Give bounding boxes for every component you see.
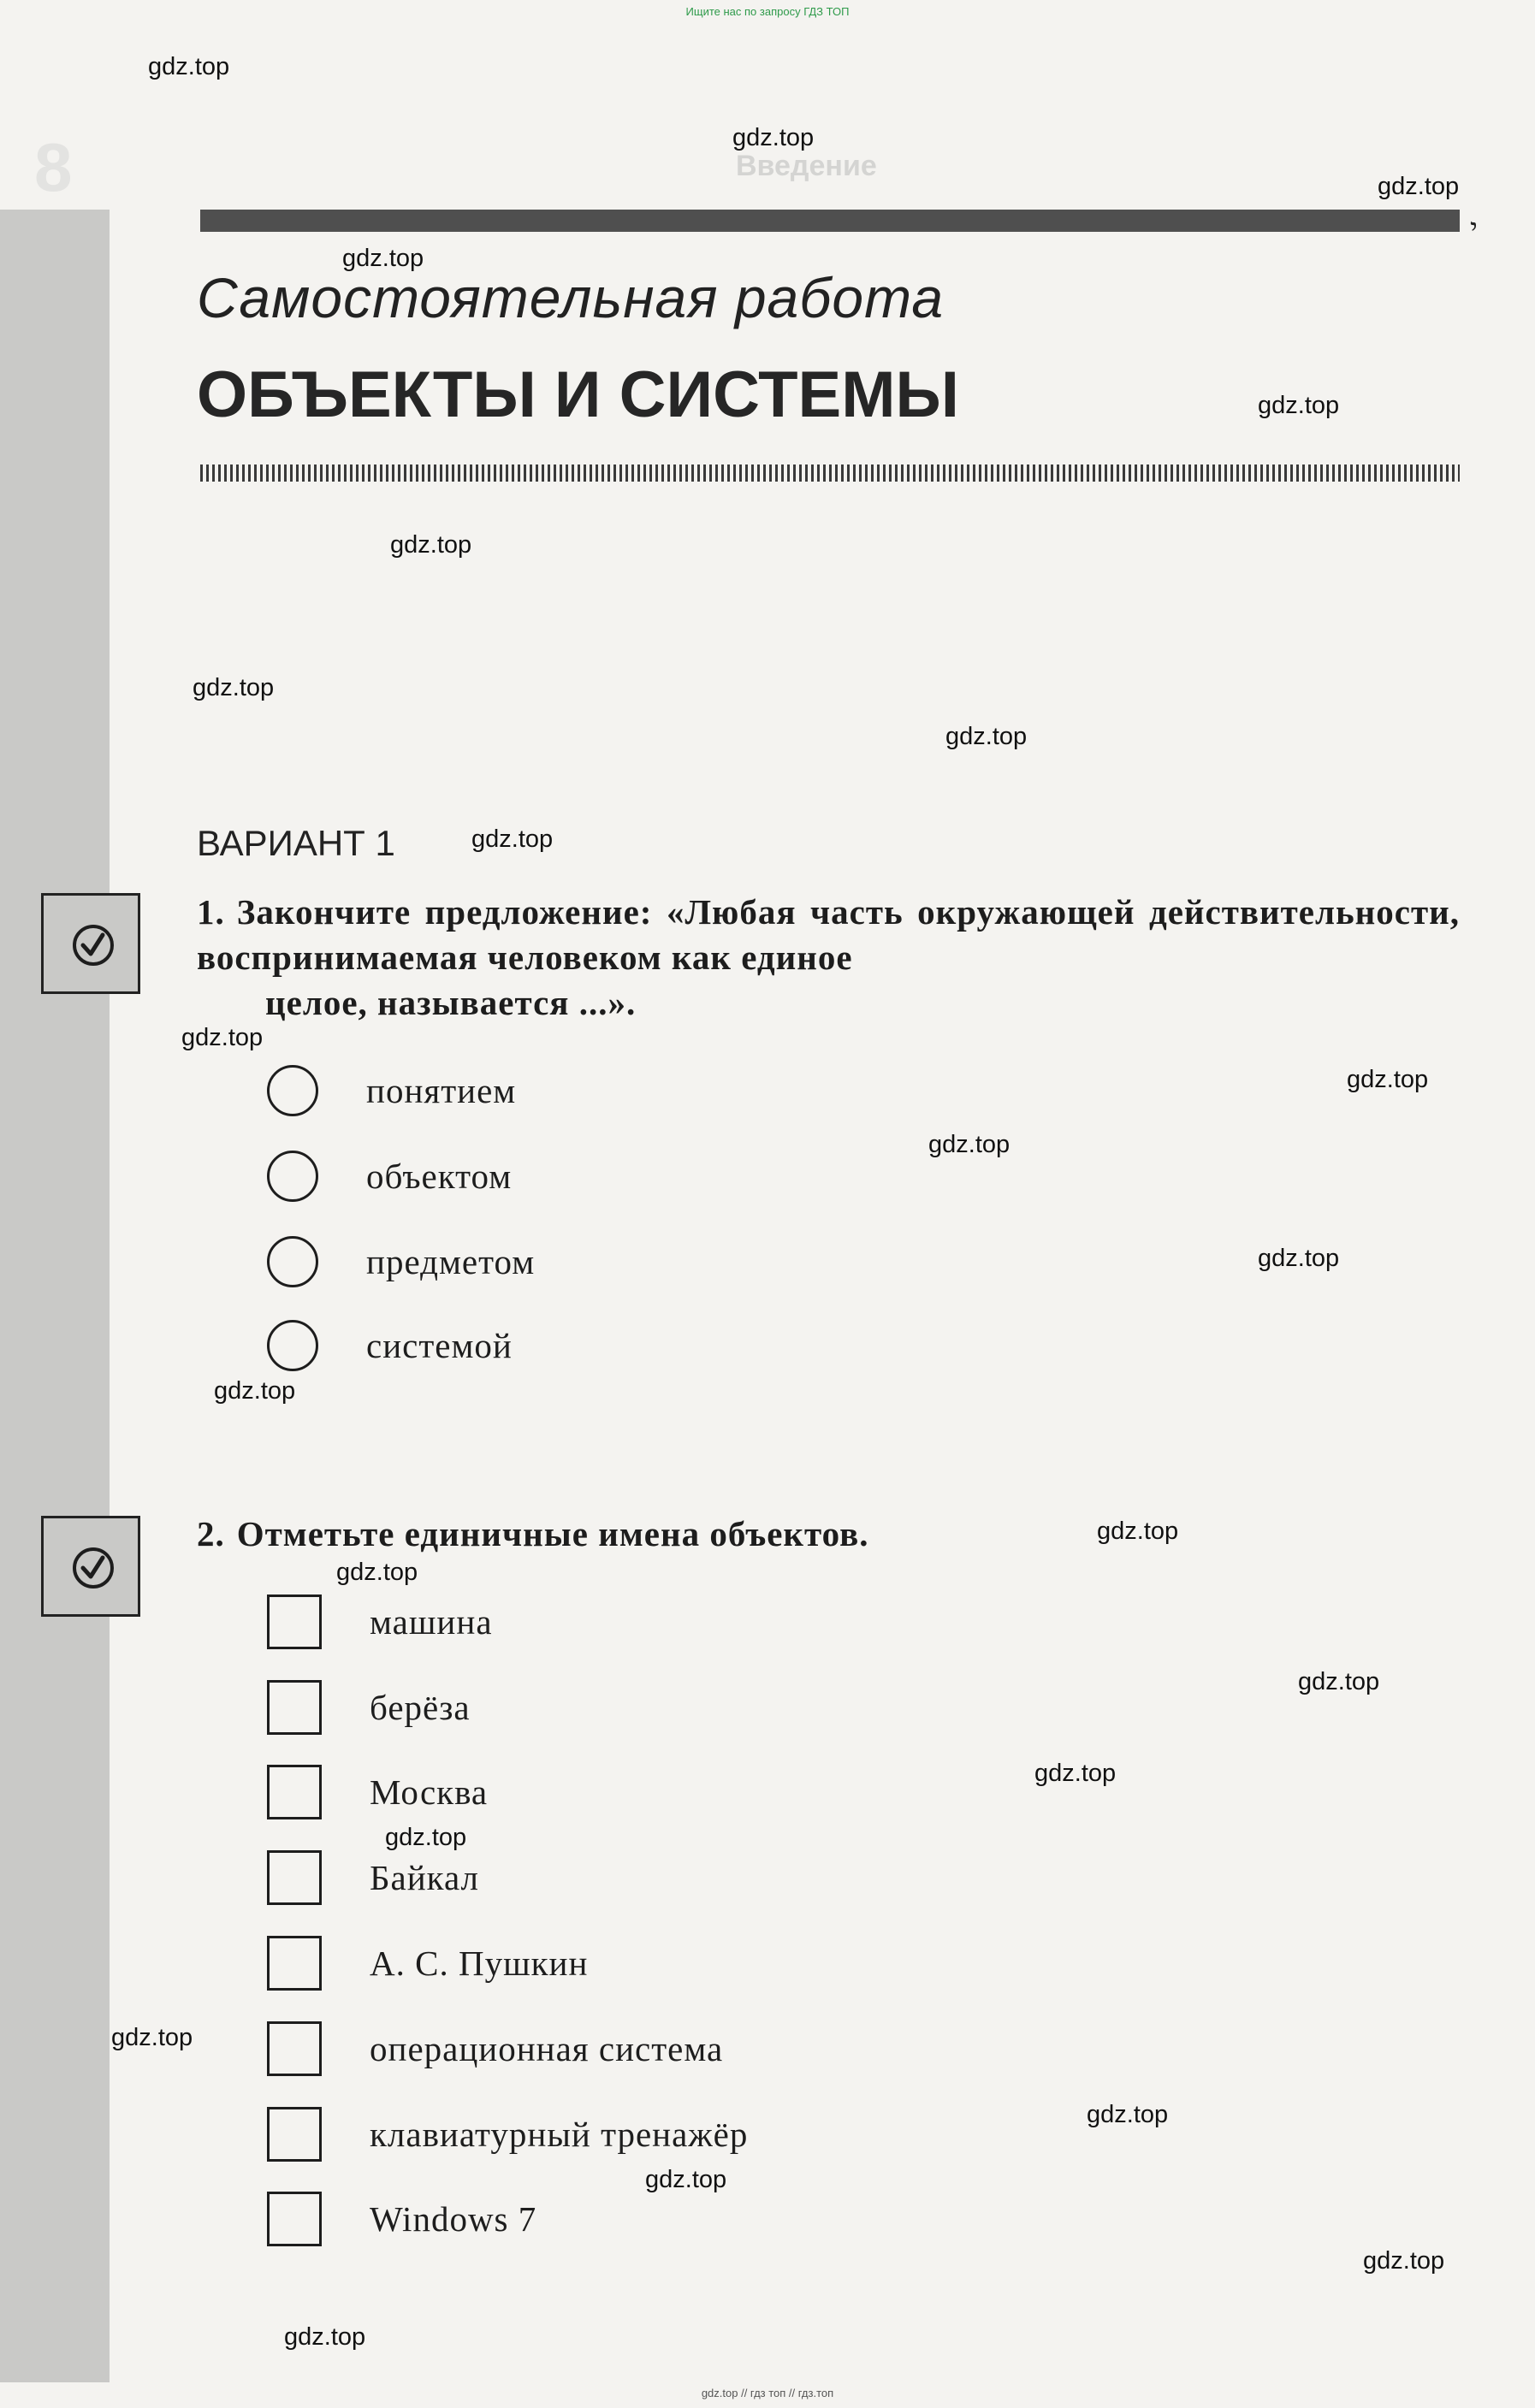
option-label: Москва	[370, 1772, 489, 1812]
watermark: gdz.top	[471, 825, 554, 853]
watermark: gdz.top	[1034, 1760, 1117, 1787]
watermark: gdz.top	[732, 124, 815, 151]
page-subtitle: Самостоятельная работа	[197, 266, 945, 329]
option-checkbox-7[interactable]	[267, 2106, 748, 2162]
top-promo-note: Ищите нас по запросу ГДЗ ТОП	[685, 5, 850, 18]
watermark: gdz.top	[390, 531, 472, 559]
question-number: 2.	[197, 1514, 225, 1553]
radio-button[interactable]	[267, 1236, 318, 1287]
watermark: gdz.top	[193, 674, 275, 701]
question-2-text-main: Отметьте единичные имена объектов.	[236, 1514, 869, 1553]
running-head: Введение	[736, 150, 877, 182]
checkbox[interactable]	[267, 2021, 322, 2076]
question-1-text	[197, 890, 1460, 1026]
radio-button[interactable]	[267, 1151, 318, 1202]
question-2-task-icon	[41, 1516, 140, 1617]
watermark: gdz.top	[148, 53, 230, 80]
option-checkbox-1[interactable]	[267, 1594, 493, 1650]
left-gray-margin	[0, 210, 110, 2382]
header-bar	[200, 210, 1460, 232]
watermark: gdz.top	[928, 1131, 1010, 1158]
radio-button[interactable]	[267, 1065, 318, 1116]
question-1-text-last: целое, называется ...».	[265, 983, 637, 1022]
watermark: gdz.top	[342, 245, 424, 272]
option-label: Windows 7	[370, 2199, 537, 2239]
option-radio-1[interactable]	[267, 1062, 516, 1119]
option-checkbox-2[interactable]	[267, 1679, 471, 1736]
checkbox[interactable]	[267, 1680, 322, 1735]
option-label: Байкал	[370, 1858, 479, 1897]
option-label: системой	[366, 1326, 513, 1365]
option-checkbox-3[interactable]	[267, 1764, 488, 1820]
page-title: ОБЪЕКТЫ И СИСТЕМЫ	[197, 358, 959, 431]
watermark: gdz.top	[1258, 1245, 1340, 1272]
watermark: gdz.top	[1258, 392, 1340, 419]
side-mark: י	[1470, 214, 1478, 246]
watermark: gdz.top	[945, 723, 1028, 750]
watermark: gdz.top	[1298, 1668, 1380, 1695]
option-label: А. С. Пушкин	[370, 1944, 589, 1983]
option-label: машина	[370, 1602, 493, 1642]
variant-label: ВАРИАНТ 1	[197, 823, 395, 863]
option-radio-4[interactable]	[267, 1317, 513, 1374]
option-checkbox-5[interactable]	[267, 1935, 588, 1991]
watermark: gdz.top	[336, 1559, 418, 1586]
question-1-text-main: Закончите предложение: «Любая часть окружающей действительности, воспринимаемая человеком как единое	[197, 892, 1460, 977]
option-radio-2[interactable]	[267, 1148, 512, 1204]
page-number: 8	[34, 129, 73, 205]
watermark: gdz.top	[1347, 1066, 1429, 1093]
watermark: gdz.top	[385, 1824, 467, 1851]
checkbox[interactable]	[267, 1936, 322, 1991]
title-hatch-divider	[200, 464, 1460, 482]
option-checkbox-8[interactable]	[267, 2191, 536, 2247]
option-radio-3[interactable]	[267, 1234, 535, 1290]
watermark: gdz.top	[1097, 1518, 1179, 1545]
option-label: понятием	[366, 1071, 517, 1110]
check-circle-icon	[71, 1546, 116, 1590]
question-1-task-icon	[41, 893, 140, 994]
option-checkbox-6[interactable]	[267, 2020, 723, 2077]
question-2-text	[197, 1512, 1460, 1557]
radio-button[interactable]	[267, 1320, 318, 1371]
watermark: gdz.top	[181, 1024, 264, 1051]
checkbox[interactable]	[267, 1594, 322, 1649]
check-circle-icon	[71, 923, 116, 967]
option-label: операционная система	[370, 2029, 724, 2068]
option-label: объектом	[366, 1157, 513, 1196]
checkbox[interactable]	[267, 2107, 322, 2162]
option-label: берёза	[370, 1688, 471, 1727]
question-number: 1.	[197, 892, 225, 932]
checkbox[interactable]	[267, 1850, 322, 1905]
option-checkbox-4[interactable]	[267, 1849, 479, 1906]
checkbox[interactable]	[267, 2192, 322, 2246]
watermark: gdz.top	[284, 2323, 366, 2351]
checkbox[interactable]	[267, 1765, 322, 1819]
watermark: gdz.top	[214, 1377, 296, 1405]
watermark: gdz.top	[645, 2166, 727, 2193]
watermark: gdz.top	[1087, 2101, 1169, 2128]
watermark: gdz.top	[1363, 2247, 1445, 2275]
watermark: gdz.top	[1378, 173, 1460, 200]
bottom-promo-note: gdz.top // гдз топ // гдз.топ	[701, 2387, 834, 2399]
watermark: gdz.top	[111, 2024, 193, 2051]
option-label: предметом	[366, 1242, 536, 1281]
option-label: клавиатурный тренажёр	[370, 2115, 749, 2154]
